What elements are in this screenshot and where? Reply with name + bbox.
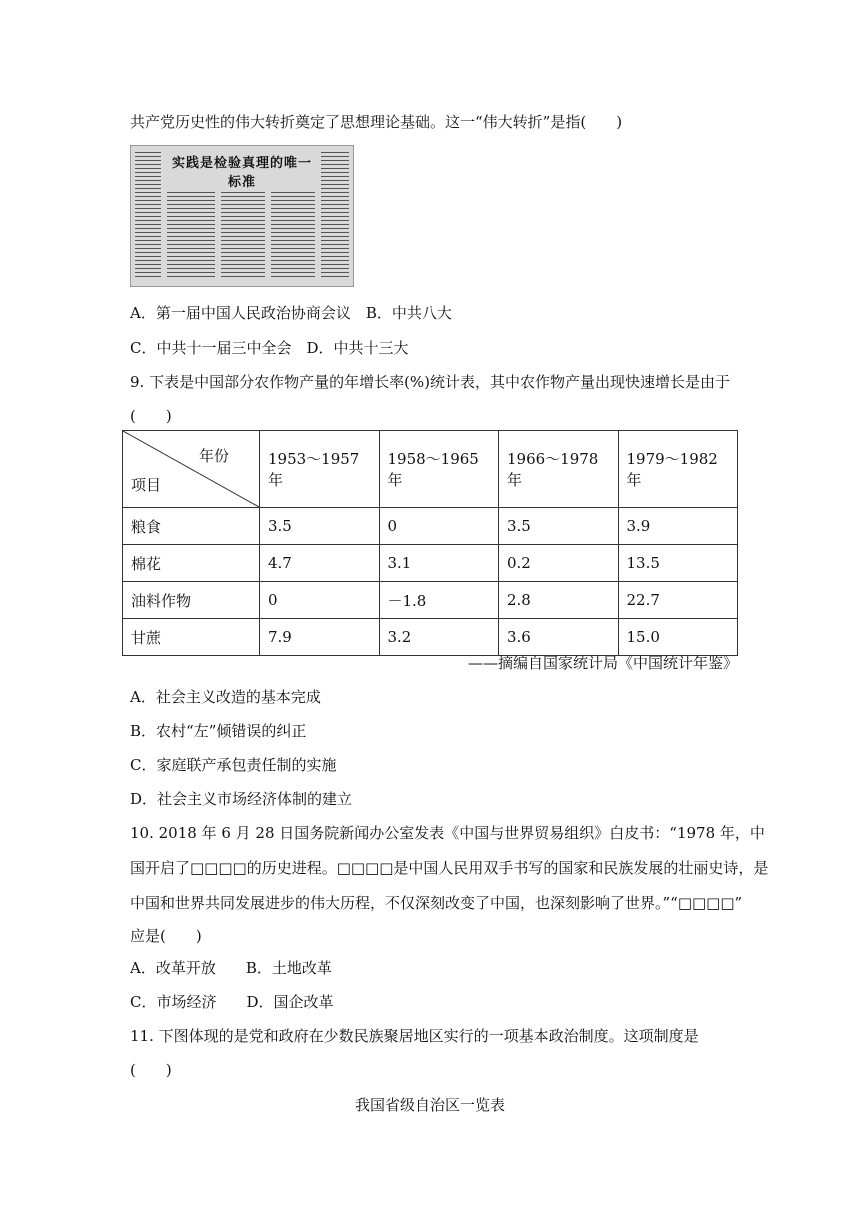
q9-option-c: C．家庭联产承包责任制的实施	[130, 756, 337, 774]
q10-options-line-2: C．市场经济 D．国企改革	[130, 993, 334, 1011]
q10-stem-line-4: 应是( )	[130, 927, 202, 945]
table-cell: 3.2	[379, 619, 499, 656]
diagonal-line	[123, 431, 259, 507]
q11-stem: 11. 下图体现的是党和政府在少数民族聚居地区实行的一项基本政治制度。这项制度是	[130, 1027, 699, 1045]
newspaper-text-column	[271, 192, 315, 280]
table-cell: 3.9	[618, 508, 738, 545]
q11-figure-caption: 我国省级自治区一览表	[354, 1096, 505, 1114]
table-cell: 13.5	[618, 545, 738, 582]
newspaper-text-column	[221, 192, 265, 280]
corner-label-year: 年份	[198, 447, 229, 465]
table-header-row	[123, 431, 738, 508]
row-label: 棉花	[123, 545, 260, 582]
column-header: 1953～1957 年	[260, 431, 380, 508]
table-cell: 3.1	[379, 545, 499, 582]
newspaper-clipping-image	[130, 145, 354, 287]
table-cell: 7.9	[260, 619, 380, 656]
newspaper-text-column	[167, 192, 215, 280]
table-cell: 0	[260, 582, 380, 619]
table-row	[123, 582, 738, 619]
row-label: 甘蔗	[123, 619, 260, 656]
table-corner-cell	[123, 431, 260, 508]
table-source-citation: ——摘编自国家统计局《中国统计年鉴》	[467, 654, 738, 672]
table-cell: 3.5	[260, 508, 380, 545]
column-header: 1966～1978 年	[499, 431, 619, 508]
q8-stem-tail: 共产党历史性的伟大转折奠定了思想理论基础。这一“伟大转折”是指( )	[130, 113, 623, 131]
q9-option-a: A．社会主义改造的基本完成	[130, 688, 321, 706]
q8-options-line-2: C．中共十一届三中全会 D．中共十三大	[130, 339, 409, 357]
q8-options-line-1: A．第一届中国人民政治协商会议 B．中共八大	[130, 304, 452, 322]
table-cell: 0	[379, 508, 499, 545]
table-cell: 22.7	[618, 582, 738, 619]
q11-answer-paren: ( )	[130, 1061, 172, 1079]
q10-stem-line-3: 中国和世界共同发展进步的伟大历程，不仅深刻改变了中国，也深刻影响了世界。”“□□□□”	[130, 894, 743, 912]
table-cell: 15.0	[618, 619, 738, 656]
table-cell: 2.8	[499, 582, 619, 619]
crop-growth-table	[122, 430, 738, 656]
row-label: 粮食	[123, 508, 260, 545]
row-label: 油料作物	[123, 582, 260, 619]
table-cell: 3.5	[499, 508, 619, 545]
corner-label-item: 项目	[131, 476, 162, 494]
q9-option-b: B．农村“左”倾错误的纠正	[130, 722, 307, 740]
table-row	[123, 619, 738, 656]
table-row	[123, 545, 738, 582]
q9-answer-paren: ( )	[130, 407, 172, 425]
newspaper-headline: 实践是检验真理的唯一标准	[171, 156, 312, 190]
q9-stem: 9. 下表是中国部分农作物产量的年增长率(%)统计表，其中农作物产量出现快速增长是由于	[130, 373, 731, 391]
table-cell: －1.8	[379, 582, 499, 619]
q10-stem-line-1: 10. 2018 年 6 月 28 日国务院新闻办公室发表《中国与世界贸易组织》白皮书：“1978 年，中	[130, 824, 765, 842]
q10-stem-line-2: 国开启了□□□□的历史进程。□□□□是中国人民用双手书写的国家和民族发展的壮丽史诗，是	[130, 859, 769, 877]
q10-options-line-1: A．改革开放 B．土地改革	[130, 959, 332, 977]
q9-option-d: D．社会主义市场经济体制的建立	[130, 790, 353, 808]
table-cell: 0.2	[499, 545, 619, 582]
column-header: 1958～1965 年	[379, 431, 499, 508]
newspaper-text-column	[135, 152, 161, 280]
newspaper-text-column	[321, 152, 349, 280]
column-header: 1979～1982 年	[618, 431, 738, 508]
table-cell: 4.7	[260, 545, 380, 582]
table-row	[123, 508, 738, 545]
table-cell: 3.6	[499, 619, 619, 656]
